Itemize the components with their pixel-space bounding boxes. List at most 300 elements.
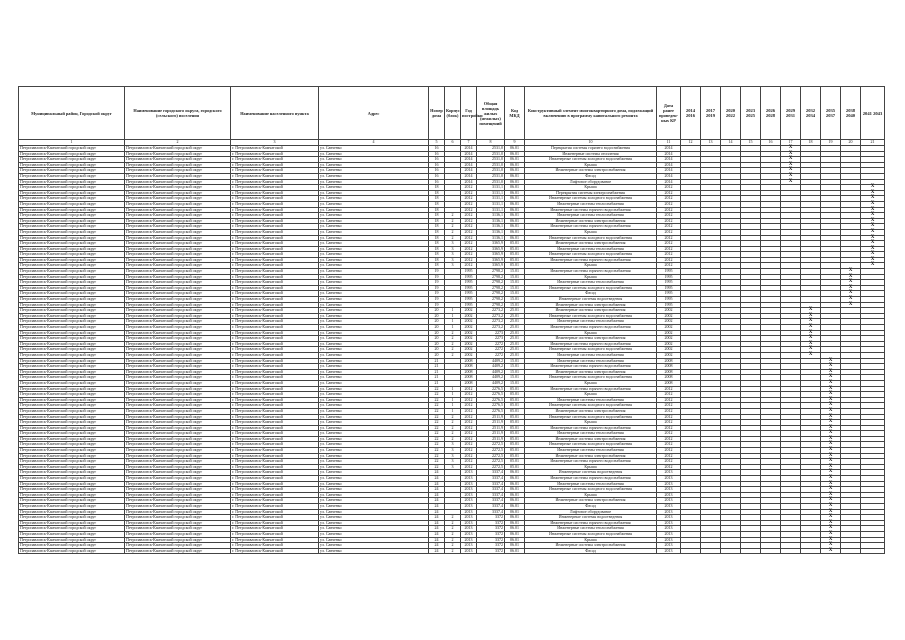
table-cell: 2: [445, 347, 461, 353]
table-cell: 2002: [461, 330, 477, 336]
table-cell: 06.01: [505, 487, 525, 493]
column-number: 4: [319, 140, 429, 146]
table-cell: 2012: [657, 408, 681, 414]
table-cell: 2: [445, 431, 461, 437]
table-cell: 2: [445, 330, 461, 336]
table-cell: 2002: [657, 347, 681, 353]
table-cell: 2: [445, 341, 461, 347]
table-cell: г. Петропавловск-Камчатский: [231, 157, 319, 163]
table-cell: 2013: [461, 476, 477, 482]
table-cell: 2: [445, 414, 461, 420]
table-cell: 06.01: [505, 492, 525, 498]
table-cell: Петропавловск-Камчатский городской округ: [125, 548, 231, 554]
table-cell: 16: [429, 179, 445, 185]
table-cell: 2798,2: [477, 291, 505, 297]
column-header: Код МКД: [505, 87, 525, 140]
table-cell: 24: [429, 487, 445, 493]
table-cell: Петропавловск-Камчатский городской округ: [125, 414, 231, 420]
table-cell: Петропавловск-Камчатский городской округ: [125, 185, 231, 191]
table-cell: ул. Савченко: [319, 330, 429, 336]
table-cell: 20: [429, 341, 445, 347]
period-cell: X: [781, 151, 801, 157]
table-cell: 2273,2: [477, 313, 505, 319]
table-cell: г. Петропавловск-Камчатский: [231, 442, 319, 448]
table-cell: ул. Савченко: [319, 375, 429, 381]
table-cell: 2013: [461, 537, 477, 543]
table-cell: 2: [445, 235, 461, 241]
table-cell: Петропавловск-Камчатский городской округ: [125, 168, 231, 174]
table-cell: 25.01: [505, 347, 525, 353]
table-cell: ул. Савченко: [319, 157, 429, 163]
column-number: 17: [781, 140, 801, 146]
table-cell: ул. Савченко: [319, 436, 429, 442]
period-cell: [681, 548, 701, 554]
column-header: Дата ранее проведен-ных КР: [657, 87, 681, 140]
table-cell: 1995: [461, 269, 477, 275]
table-cell: 2276,5: [477, 403, 505, 409]
table-cell: 15.01: [505, 291, 525, 297]
table-cell: 20: [429, 313, 445, 319]
table-cell: 1995: [461, 274, 477, 280]
column-header: 2026 2028: [761, 87, 781, 140]
table-cell: 22: [429, 414, 445, 420]
table-cell: Петропавловск-Камчатский городской округ: [19, 476, 125, 482]
table-cell: 25.01: [505, 336, 525, 342]
table-cell: Петропавловск-Камчатский городской округ: [125, 509, 231, 515]
table-cell: 22: [429, 386, 445, 392]
period-cell: X: [801, 330, 821, 336]
table-cell: 2: [445, 224, 461, 230]
table-cell: г. Петропавловск-Камчатский: [231, 190, 319, 196]
table-cell: 19: [429, 297, 445, 303]
table-cell: 4409,2: [477, 369, 505, 375]
table-cell: 24: [429, 481, 445, 487]
table-cell: ул. Савченко: [319, 403, 429, 409]
table-cell: ул. Савченко: [319, 481, 429, 487]
table-cell: 2013: [657, 481, 681, 487]
table-cell: Петропавловск-Камчатский городской округ: [19, 274, 125, 280]
table-cell: ул. Савченко: [319, 369, 429, 375]
period-cell: X: [861, 246, 885, 252]
table-cell: 22: [429, 448, 445, 454]
table-cell: 2002: [461, 347, 477, 353]
table-cell: 3337,4: [477, 470, 505, 476]
table-cell: 19: [429, 280, 445, 286]
table-cell: Петропавловск-Камчатский городской округ: [125, 151, 231, 157]
table-cell: Петропавловск-Камчатский городской округ: [19, 224, 125, 230]
table-cell: 19: [429, 269, 445, 275]
table-cell: г. Петропавловск-Камчатский: [231, 408, 319, 414]
table-cell: 3372: [477, 531, 505, 537]
table-cell: Петропавловск-Камчатский городской округ: [125, 420, 231, 426]
table-cell: 2276,5: [477, 392, 505, 398]
table-cell: 20: [429, 352, 445, 358]
table-cell: 2013: [461, 487, 477, 493]
table-cell: Петропавловск-Камчатский городской округ: [19, 280, 125, 286]
table-cell: Петропавловск-Камчатский городской округ: [19, 162, 125, 168]
table-cell: 2012: [461, 213, 477, 219]
table-cell: ул. Савченко: [319, 285, 429, 291]
table-cell: Инженерные системы электроснабжения: [525, 241, 657, 247]
table-cell: Фасад: [525, 291, 657, 297]
table-cell: г. Петропавловск-Камчатский: [231, 246, 319, 252]
table-cell: Петропавловск-Камчатский городской округ: [125, 459, 231, 465]
table-cell: 1995: [657, 269, 681, 275]
table-cell: 2013: [657, 548, 681, 554]
table-cell: Инженерные системы холодного водоснабжения: [525, 414, 657, 420]
table-cell: ул. Савченко: [319, 531, 429, 537]
table-cell: 15.01: [505, 364, 525, 370]
table-cell: 05.01: [505, 408, 525, 414]
table-cell: Инженерные системы горячего водоснабжения: [525, 459, 657, 465]
table-cell: Петропавловск-Камчатский городской округ: [125, 319, 231, 325]
table-cell: 18: [429, 196, 445, 202]
period-cell: X: [841, 297, 861, 303]
table-cell: 1: [445, 392, 461, 398]
table-cell: Петропавловск-Камчатский городской округ: [125, 431, 231, 437]
table-cell: ул. Савченко: [319, 504, 429, 510]
table-cell: 2: [445, 425, 461, 431]
table-cell: Петропавловск-Камчатский городской округ: [19, 302, 125, 308]
table-cell: 2012: [657, 420, 681, 426]
table-cell: 06.01: [505, 526, 525, 532]
period-cell: X: [801, 325, 821, 331]
table-cell: 3337,4: [477, 492, 505, 498]
table-cell: 2272,5: [477, 459, 505, 465]
period-cell: X: [861, 213, 885, 219]
table-cell: г. Петропавловск-Камчатский: [231, 162, 319, 168]
table-cell: 3136,1: [477, 235, 505, 241]
table-cell: г. Петропавловск-Камчатский: [231, 375, 319, 381]
table-cell: Петропавловск-Камчатский городской округ: [125, 481, 231, 487]
table-cell: 1: [445, 313, 461, 319]
table-cell: 2012: [461, 392, 477, 398]
table-cell: 1995: [657, 302, 681, 308]
table-cell: 25.01: [505, 352, 525, 358]
table-cell: 2273,2: [477, 319, 505, 325]
table-cell: 2012: [461, 235, 477, 241]
table-cell: ул. Савченко: [319, 313, 429, 319]
table-cell: 2014: [461, 151, 477, 157]
table-cell: 2013: [657, 537, 681, 543]
column-header: Адрес: [319, 87, 429, 140]
table-cell: 2012: [657, 464, 681, 470]
table-cell: 1: [445, 308, 461, 314]
table-cell: Инженерные системы горячего водоснабжения: [525, 207, 657, 213]
table-cell: ул. Савченко: [319, 269, 429, 275]
column-number: 13: [701, 140, 721, 146]
table-cell: Инженерные системы холодного водоснабжения: [525, 252, 657, 258]
table-cell: 2014: [657, 162, 681, 168]
table-cell: г. Петропавловск-Камчатский: [231, 369, 319, 375]
table-cell: 2008: [657, 364, 681, 370]
table-cell: Инженерные системы теплоснабжения: [525, 280, 657, 286]
table-cell: 06.01: [505, 235, 525, 241]
table-cell: 2: [445, 543, 461, 549]
table-cell: Петропавловск-Камчатский городской округ: [19, 515, 125, 521]
table-cell: 1995: [657, 274, 681, 280]
column-header: Наименование городского округа, городского (сельского) поселения: [125, 87, 231, 140]
table-cell: ул. Савченко: [319, 341, 429, 347]
table-cell: 2798,2: [477, 297, 505, 303]
table-cell: 3337,4: [477, 498, 505, 504]
table-cell: Инженерные системы теплоснабжения: [525, 397, 657, 403]
table-cell: 4409,2: [477, 358, 505, 364]
table-cell: г. Петропавловск-Камчатский: [231, 274, 319, 280]
table-cell: Крыша: [525, 464, 657, 470]
table-cell: 2012: [461, 190, 477, 196]
table-cell: 2013: [657, 470, 681, 476]
period-cell: X: [821, 470, 841, 476]
period-cell: X: [841, 269, 861, 275]
table-cell: Крыша: [525, 420, 657, 426]
table-cell: 2012: [461, 414, 477, 420]
table-cell: 3337,4: [477, 476, 505, 482]
table-cell: ул. Савченко: [319, 414, 429, 420]
table-cell: г. Петропавловск-Камчатский: [231, 397, 319, 403]
table-cell: г. Петропавловск-Камчатский: [231, 207, 319, 213]
period-cell: X: [821, 403, 841, 409]
table-cell: ул. Савченко: [319, 380, 429, 386]
column-header: Конструктивный элемент многоквартирного дома, подлежащий включению в программу капитального ремонта: [525, 87, 657, 140]
table-cell: 2012: [657, 241, 681, 247]
table-cell: г. Петропавловск-Камчатский: [231, 263, 319, 269]
table-cell: Петропавловск-Камчатский городской округ: [19, 146, 125, 152]
column-number: 1: [19, 140, 125, 146]
table-cell: Петропавловск-Камчатский городской округ: [125, 257, 231, 263]
table-cell: 2013: [657, 504, 681, 510]
table-cell: 05.01: [505, 257, 525, 263]
table-cell: Петропавловск-Камчатский городской округ: [19, 157, 125, 163]
table-cell: 2013: [657, 526, 681, 532]
table-cell: 2012: [657, 386, 681, 392]
table-cell: 3136,1: [477, 213, 505, 219]
period-cell: X: [821, 492, 841, 498]
table-cell: 06.01: [505, 201, 525, 207]
table-cell: Петропавловск-Камчатский городской округ: [125, 358, 231, 364]
table-cell: ул. Савченко: [319, 492, 429, 498]
table-cell: 15.01: [505, 358, 525, 364]
table-cell: Петропавловск-Камчатский городской округ: [19, 269, 125, 275]
period-cell: X: [821, 380, 841, 386]
table-cell: 1: [445, 408, 461, 414]
table-cell: 06.01: [505, 151, 525, 157]
table-cell: 06.01: [505, 537, 525, 543]
table-cell: ул. Савченко: [319, 543, 429, 549]
column-number: 16: [761, 140, 781, 146]
table-cell: 2012: [657, 185, 681, 191]
table-cell: 2012: [461, 459, 477, 465]
table-cell: 2002: [657, 336, 681, 342]
table-cell: Инженерные системы электроснабжения: [525, 453, 657, 459]
table-cell: г. Петропавловск-Камчатский: [231, 492, 319, 498]
table-cell: 21: [429, 358, 445, 364]
table-cell: 1995: [461, 280, 477, 286]
table-cell: Инженерные системы горячего водоснабжения: [525, 224, 657, 230]
table-cell: г. Петропавловск-Камчатский: [231, 448, 319, 454]
table-cell: ул. Савченко: [319, 146, 429, 152]
table-cell: ул. Савченко: [319, 397, 429, 403]
table-cell: 05.01: [505, 263, 525, 269]
table-cell: 2272,5: [477, 442, 505, 448]
table-cell: 2012: [461, 442, 477, 448]
table-cell: ул. Савченко: [319, 459, 429, 465]
table-cell: Петропавловск-Камчатский городской округ: [125, 291, 231, 297]
table-cell: Инженерные системы горячего водоснабжения: [525, 341, 657, 347]
table-cell: 3372: [477, 548, 505, 554]
table-cell: 3131,1: [477, 190, 505, 196]
table-cell: 06.01: [505, 162, 525, 168]
table-cell: ул. Савченко: [319, 537, 429, 543]
table-cell: 05.01: [505, 464, 525, 470]
column-number: 6: [445, 140, 461, 146]
table-cell: 2013: [657, 531, 681, 537]
table-cell: 2012: [657, 403, 681, 409]
table-cell: г. Петропавловск-Камчатский: [231, 537, 319, 543]
table-cell: ул. Савченко: [319, 246, 429, 252]
table-cell: 2012: [657, 392, 681, 398]
table-cell: Петропавловск-Камчатский городской округ: [19, 313, 125, 319]
table-cell: 2002: [461, 308, 477, 314]
table-cell: ул. Савченко: [319, 224, 429, 230]
table-cell: ул. Савченко: [319, 190, 429, 196]
table-cell: Петропавловск-Камчатский городской округ: [19, 235, 125, 241]
period-cell: [801, 548, 821, 554]
table-cell: Петропавловск-Камчатский городской округ: [19, 448, 125, 454]
period-cell: X: [801, 341, 821, 347]
table-cell: Петропавловск-Камчатский городской округ: [19, 453, 125, 459]
table-cell: г. Петропавловск-Камчатский: [231, 280, 319, 286]
period-cell: X: [821, 504, 841, 510]
table-cell: 19: [429, 274, 445, 280]
table-cell: г. Петропавловск-Камчатский: [231, 509, 319, 515]
table-cell: 4409,2: [477, 364, 505, 370]
table-cell: ул. Савченко: [319, 325, 429, 331]
table-cell: Петропавловск-Камчатский городской округ: [19, 420, 125, 426]
table-cell: 2276,5: [477, 397, 505, 403]
table-cell: г. Петропавловск-Камчатский: [231, 229, 319, 235]
table-cell: 2012: [657, 459, 681, 465]
table-cell: 21: [429, 364, 445, 370]
table-cell: 2014: [657, 146, 681, 152]
column-header: Наименование населенного пункта: [231, 87, 319, 140]
period-cell: X: [821, 392, 841, 398]
table-cell: 20: [429, 325, 445, 331]
table-cell: 22: [429, 425, 445, 431]
table-cell: 2798,2: [477, 274, 505, 280]
table-cell: 16: [429, 146, 445, 152]
period-cell: X: [781, 179, 801, 185]
column-header: 2029 2031: [781, 87, 801, 140]
table-cell: 06.01: [505, 157, 525, 163]
table-cell: г. Петропавловск-Камчатский: [231, 213, 319, 219]
table-cell: 2012: [657, 442, 681, 448]
table-cell: Инженерные системы холодного водоснабжения: [525, 531, 657, 537]
table-cell: Петропавловск-Камчатский городской округ: [125, 308, 231, 314]
table-cell: 22: [429, 431, 445, 437]
table-cell: ул. Савченко: [319, 274, 429, 280]
table-cell: 2013: [461, 481, 477, 487]
period-cell: X: [821, 358, 841, 364]
table-cell: 2798,2: [477, 302, 505, 308]
table-cell: Петропавловск-Камчатский городской округ: [19, 291, 125, 297]
table-cell: 2798,2: [477, 280, 505, 286]
table-cell: Петропавловск-Камчатский городской округ: [19, 201, 125, 207]
table-cell: Крыша: [525, 380, 657, 386]
table-cell: Петропавловск-Камчатский городской округ: [125, 464, 231, 470]
table-cell: Петропавловск-Камчатский городской округ: [19, 319, 125, 325]
table-cell: Петропавловск-Камчатский городской округ: [125, 146, 231, 152]
table-cell: 1995: [461, 297, 477, 303]
table-cell: ул. Савченко: [319, 207, 429, 213]
table-cell: 22: [429, 442, 445, 448]
table-cell: Петропавловск-Камчатский городской округ: [125, 201, 231, 207]
table-cell: 05.01: [505, 252, 525, 258]
table-cell: 2531,0: [477, 168, 505, 174]
table-cell: 2: [445, 213, 461, 219]
table-cell: 19: [429, 291, 445, 297]
table-cell: 3: [445, 246, 461, 252]
table-cell: Инженерные системы водоотведения: [525, 515, 657, 521]
table-cell: ул. Савченко: [319, 420, 429, 426]
table-cell: 2014: [461, 173, 477, 179]
table-cell: 18: [429, 229, 445, 235]
table-cell: Петропавловск-Камчатский городской округ: [125, 297, 231, 303]
table-cell: Инженерные системы холодного водоснабжения: [525, 442, 657, 448]
table-cell: ул. Савченко: [319, 308, 429, 314]
table-cell: 05.01: [505, 453, 525, 459]
table-cell: 3372: [477, 543, 505, 549]
column-number: 19: [821, 140, 841, 146]
table-cell: г. Петропавловск-Камчатский: [231, 347, 319, 353]
column-number: 9: [505, 140, 525, 146]
table-cell: 05.01: [505, 459, 525, 465]
table-cell: ул. Савченко: [319, 358, 429, 364]
period-cell: X: [821, 364, 841, 370]
table-cell: г. Петропавловск-Камчатский: [231, 459, 319, 465]
table-cell: 06.01: [505, 229, 525, 235]
table-cell: ул. Савченко: [319, 151, 429, 157]
table-cell: Петропавловск-Камчатский городской округ: [19, 257, 125, 263]
table-cell: 06.01: [505, 470, 525, 476]
table-cell: 2013: [461, 526, 477, 532]
table-cell: 06.01: [505, 515, 525, 521]
table-cell: Петропавловск-Камчатский городской округ: [19, 151, 125, 157]
table-cell: 2276,5: [477, 408, 505, 414]
table-cell: 18: [429, 263, 445, 269]
period-cell: X: [821, 459, 841, 465]
table-cell: Петропавловск-Камчатский городской округ: [125, 380, 231, 386]
table-cell: 2002: [461, 325, 477, 331]
period-cell: X: [821, 414, 841, 420]
period-cell: X: [841, 291, 861, 297]
column-header: Год постройки: [461, 87, 477, 140]
table-cell: ул. Савченко: [319, 179, 429, 185]
table-cell: г. Петропавловск-Камчатский: [231, 302, 319, 308]
table-cell: Петропавловск-Камчатский городской округ: [19, 263, 125, 269]
table-cell: Петропавловск-Камчатский городской округ: [125, 470, 231, 476]
table-cell: 2: [445, 420, 461, 426]
table-cell: 18: [429, 218, 445, 224]
table-cell: Петропавловск-Камчатский городской округ: [19, 459, 125, 465]
table-cell: Петропавловск-Камчатский городской округ: [19, 369, 125, 375]
table-cell: 2014: [657, 151, 681, 157]
table-cell: 2012: [657, 431, 681, 437]
table-cell: г. Петропавловск-Камчатский: [231, 146, 319, 152]
period-cell: [841, 548, 861, 554]
period-cell: X: [801, 308, 821, 314]
table-cell: г. Петропавловск-Камчатский: [231, 173, 319, 179]
